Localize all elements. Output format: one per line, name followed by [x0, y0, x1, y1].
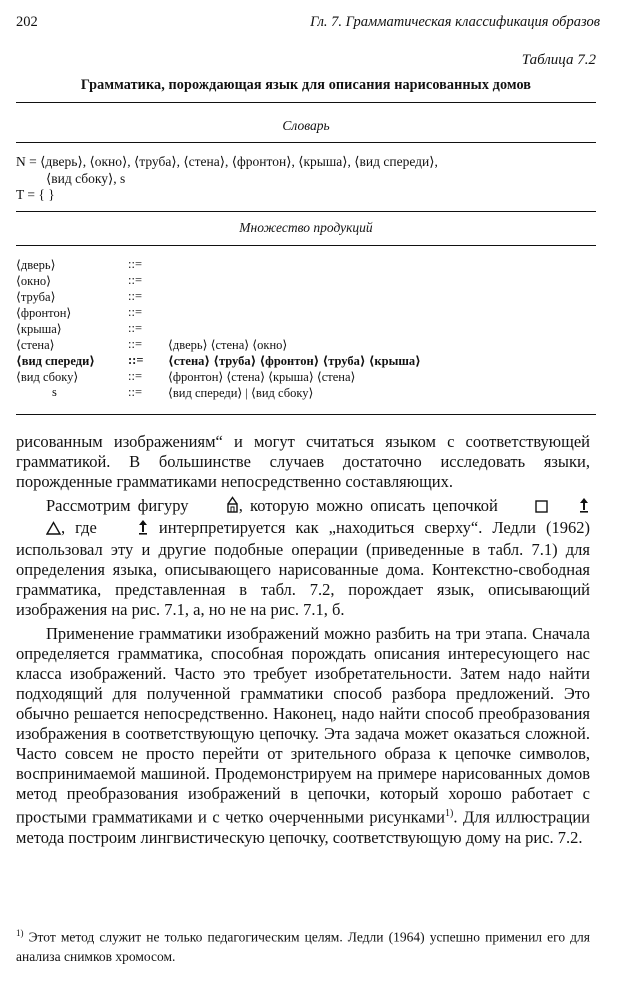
production-operator: ::=	[128, 369, 142, 383]
production-operator: ::=	[128, 337, 142, 351]
production-operator: ::=	[128, 353, 144, 367]
p3-text: Применение грамматики изображений можно разбить на три этапа. Сначала определяется грамматика, способная порождать описания интересующего нас класса изображений. Часто это требует изобретательности. Затем надо найти подходящий для полученной грамматики способ разбора предложений. Это обычно решается непосредственно. Наконец, надо найти способ преобразования изображения в соответствующую цепочку. Эта задача может оказаться сложной. Часто совсем не просто перейти от зрительного образа к цепочке символов, воспринимаемой машиной. Продемонстрируем на примере нарисованных домов метод преобразования изображений в цепочки, который хорошо работает с простыми грамматиками и с четко очерченными рисунками	[16, 624, 590, 827]
table-caption: Таблица 7.2	[521, 52, 596, 68]
production-lhs: ⟨стена⟩	[16, 338, 55, 352]
running-title: Гл. 7. Грамматическая классификация образов	[310, 14, 600, 30]
production-rhs: ⟨вид спереди⟩ | ⟨вид сбоку⟩	[168, 386, 314, 400]
nonterminals-line-1: N = ⟨дверь⟩, ⟨окно⟩, ⟨труба⟩, ⟨стена⟩, ⟨фронтон⟩, ⟨крыша⟩, ⟨вид спереди⟩,	[16, 154, 438, 169]
house-figure-icon	[196, 496, 239, 518]
production-lhs: s	[52, 385, 57, 399]
production-rhs: ⟨дверь⟩ ⟨стена⟩ ⟨окно⟩	[168, 338, 288, 352]
production-operator: ::=	[128, 305, 142, 319]
footnote-ref: 1)	[445, 808, 454, 819]
production-operator: ::=	[128, 289, 142, 303]
production-operator: ::=	[128, 385, 142, 399]
p2-text-c: , где	[61, 518, 97, 537]
vocab-rule	[16, 142, 596, 143]
productions-rule	[16, 245, 596, 246]
nonterminals-line-2: ⟨вид сбоку⟩, s	[46, 171, 126, 186]
production-lhs: ⟨вид спереди⟩	[16, 354, 95, 368]
p2-text-d: интерпретируется как „находиться сверху“. Ледли (1962) использовал эту и другие подобные операции (приведенные в табл. 7.1) для определения языка, описывающего нарисованные дома. Контекстно-свободная грамматика, представленная в табл. 7.2, порождает язык, описывающий изображения на рис. 7.1, а, но не на рис. 7.1, б.	[16, 518, 591, 619]
production-lhs: ⟨окно⟩	[16, 274, 52, 288]
table-title: Грамматика, порождающая язык для описания нарисованных домов	[80, 77, 532, 93]
vocab-heading: Словарь	[282, 118, 330, 133]
p2-text-b: , которую можно описать цепочкой	[238, 496, 498, 515]
paragraph-2	[16, 496, 590, 620]
production-lhs: ⟨дверь⟩	[16, 258, 56, 272]
table-bottom-rule	[16, 414, 596, 415]
productions-heading: Множество продукций	[239, 220, 373, 235]
square-icon	[505, 498, 548, 518]
terminals-line: T = { }	[16, 187, 55, 202]
footnote-text: Этот метод служит не только педагогическим целям. Ледли (1964) успешно применил его для анализа снимков хромосом.	[16, 929, 590, 964]
triangle-icon	[16, 520, 61, 540]
production-lhs: ⟨крыша⟩	[16, 322, 62, 336]
page-number: 202	[16, 14, 38, 30]
footnote-mark: 1)	[16, 928, 24, 938]
up-arrow-icon	[548, 497, 590, 518]
table-top-rule	[16, 102, 596, 103]
production-operator: ::=	[128, 321, 142, 335]
production-operator: ::=	[128, 273, 142, 287]
up-arrow-icon	[107, 519, 149, 540]
production-rhs: ⟨фронтон⟩ ⟨стена⟩ ⟨крыша⟩ ⟨стена⟩	[168, 370, 356, 384]
p2-text-a: Рассмотрим фигуру	[46, 496, 189, 515]
production-lhs: ⟨фронтон⟩	[16, 306, 72, 320]
production-lhs: ⟨вид сбоку⟩	[16, 370, 79, 384]
body-text	[16, 432, 590, 848]
paragraph-3	[16, 624, 590, 848]
productions-top-rule	[16, 211, 596, 212]
footnote	[16, 924, 590, 966]
production-rhs: ⟨стена⟩ ⟨труба⟩ ⟨фронтон⟩ ⟨труба⟩ ⟨крыша⟩	[168, 354, 421, 368]
production-lhs: ⟨труба⟩	[16, 290, 56, 304]
p3-text-end: . Для иллюстрации метода построим лингвистическую цепочку, соответствующую дому на рис. 7.2.	[16, 807, 590, 847]
production-operator: ::=	[128, 257, 142, 271]
paragraph-1: рисованным изображениям“ и могут считаться языком с соответствующей грамматикой. В большинстве случаев достаточно исследовать языки, порожденные грамматиками непосредственно составляющих.	[16, 432, 590, 491]
